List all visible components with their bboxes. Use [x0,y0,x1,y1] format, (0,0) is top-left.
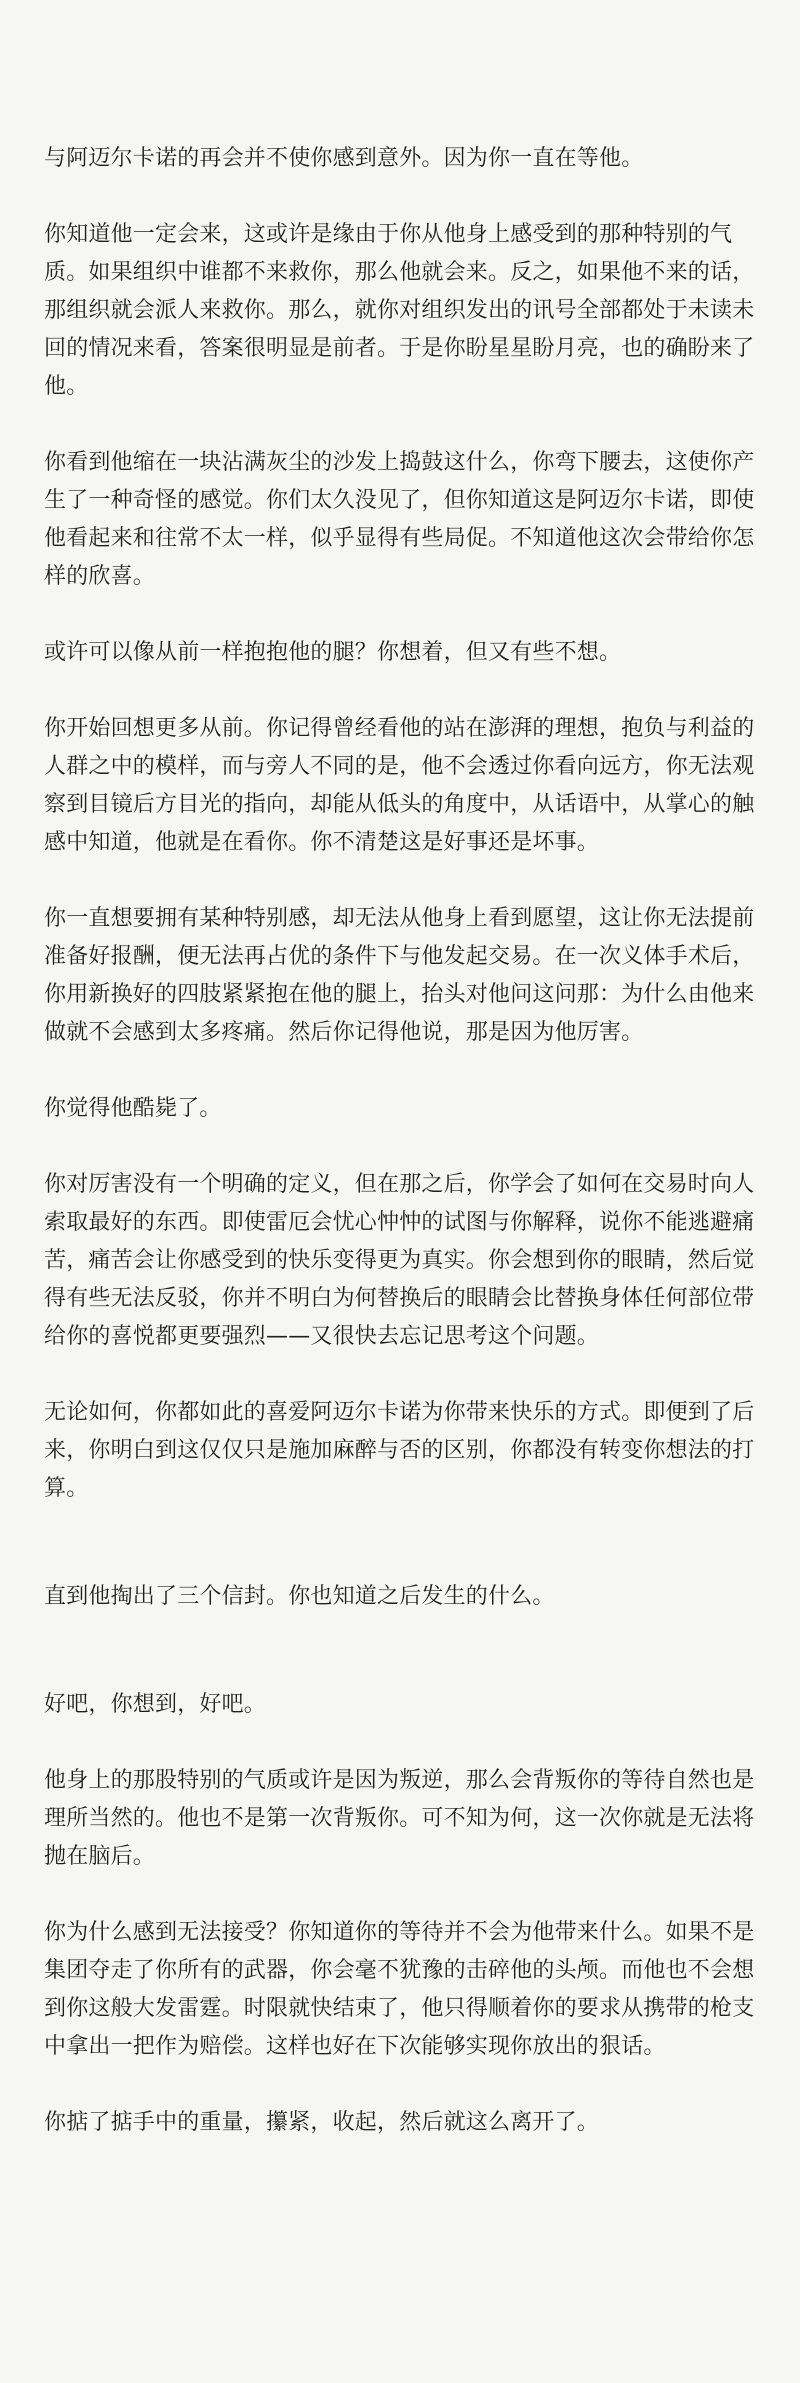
paragraph: 你为什么感到无法接受？你知道你的等待并不会为他带来什么。如果不是集团夺走了你所有的武器，你会毫不犹豫的击碎他的头颅。而他也不会想到你这般大发雷霆。时限就快结束了，他只得顺着你的要求从携带的枪支中拿出一把作为赔偿。这样也好在下次能够实现你放出的狠话。 [44,1920,755,2059]
paragraph: 他身上的那股特别的气质或许是因为叛逆，那么会背叛你的等待自然也是理所当然的。他也不是第一次背叛你。可不知为何，这一次你就是无法将抛在脑后。 [44,1768,755,1869]
paragraph: 你知道他一定会来，这或许是缘由于你从他身上感受到的那种特别的气质。如果组织中谁都不来救你，那么他就会来。反之，如果他不来的话，那组织就会派人来救你。那么，就你对组织发出的讯号全部都处于未读未回的情况来看，答案很明显是前者。于是你盼星星盼月亮，也的确盼来了他。 [44,222,755,399]
paragraph: 你掂了掂手中的重量，攥紧，收起，然后就这么离开了。 [44,2110,600,2135]
paragraph: 直到他掏出了三个信封。你也知道之后发生的什么。 [44,1584,555,1609]
paragraph: 你觉得他酷毙了。 [44,1096,222,1121]
paragraph: 或许可以像从前一样抱抱他的腿？你想着，但又有些不想。 [44,640,622,665]
paragraph: 与阿迈尔卡诺的再会并不使你感到意外。因为你一直在等他。 [44,146,644,171]
paragraph: 你一直想要拥有某种特别感，却无法从他身上看到愿望，这让你无法提前准备好报酬，便无法再占优的条件下与他发起交易。在一次义体手术后，你用新换好的四肢紧紧抱在他的腿上，抬头对他问这问那：为什么由他来做就不会感到太多疼痛。然后你记得他说，那是因为他厉害。 [44,906,755,1045]
paragraph: 好吧，你想到，好吧。 [44,1692,267,1717]
article-body [44,140,759,2180]
paragraph: 你看到他缩在一块沾满灰尘的沙发上捣鼓这什么，你弯下腰去，这使你产生了一种奇怪的感觉。你们太久没见了，但你知道这是阿迈尔卡诺，即使他看起来和往常不太一样，似乎显得有些局促。不知道他这次会带给你怎样的欣喜。 [44,450,755,589]
paragraph: 无论如何，你都如此的喜爱阿迈尔卡诺为你带来快乐的方式。即便到了后来，你明白到这仅仅只是施加麻醉与否的区别，你都没有转变你想法的打算。 [44,1400,755,1501]
paragraph: 你开始回想更多从前。你记得曾经看他的站在澎湃的理想，抱负与利益的人群之中的模样，而与旁人不同的是，他不会透过你看向远方，你无法观察到目镜后方目光的指向，却能从低头的角度中，从话语中，从掌心的触感中知道，他就是在看你。你不清楚这是好事还是坏事。 [44,716,755,855]
paragraph: 你对厉害没有一个明确的定义，但在那之后，你学会了如何在交易时向人索取最好的东西。即使雷厄会忧心忡忡的试图与你解释，说你不能逃避痛苦，痛苦会让你感受到的快乐变得更为真实。你会想到你的眼睛，然后觉得有些无法反驳，你并不明白为何替换后的眼睛会比替换身体任何部位带给你的喜悦都更要强烈——又很快去忘记思考这个问题。 [44,1172,755,1349]
